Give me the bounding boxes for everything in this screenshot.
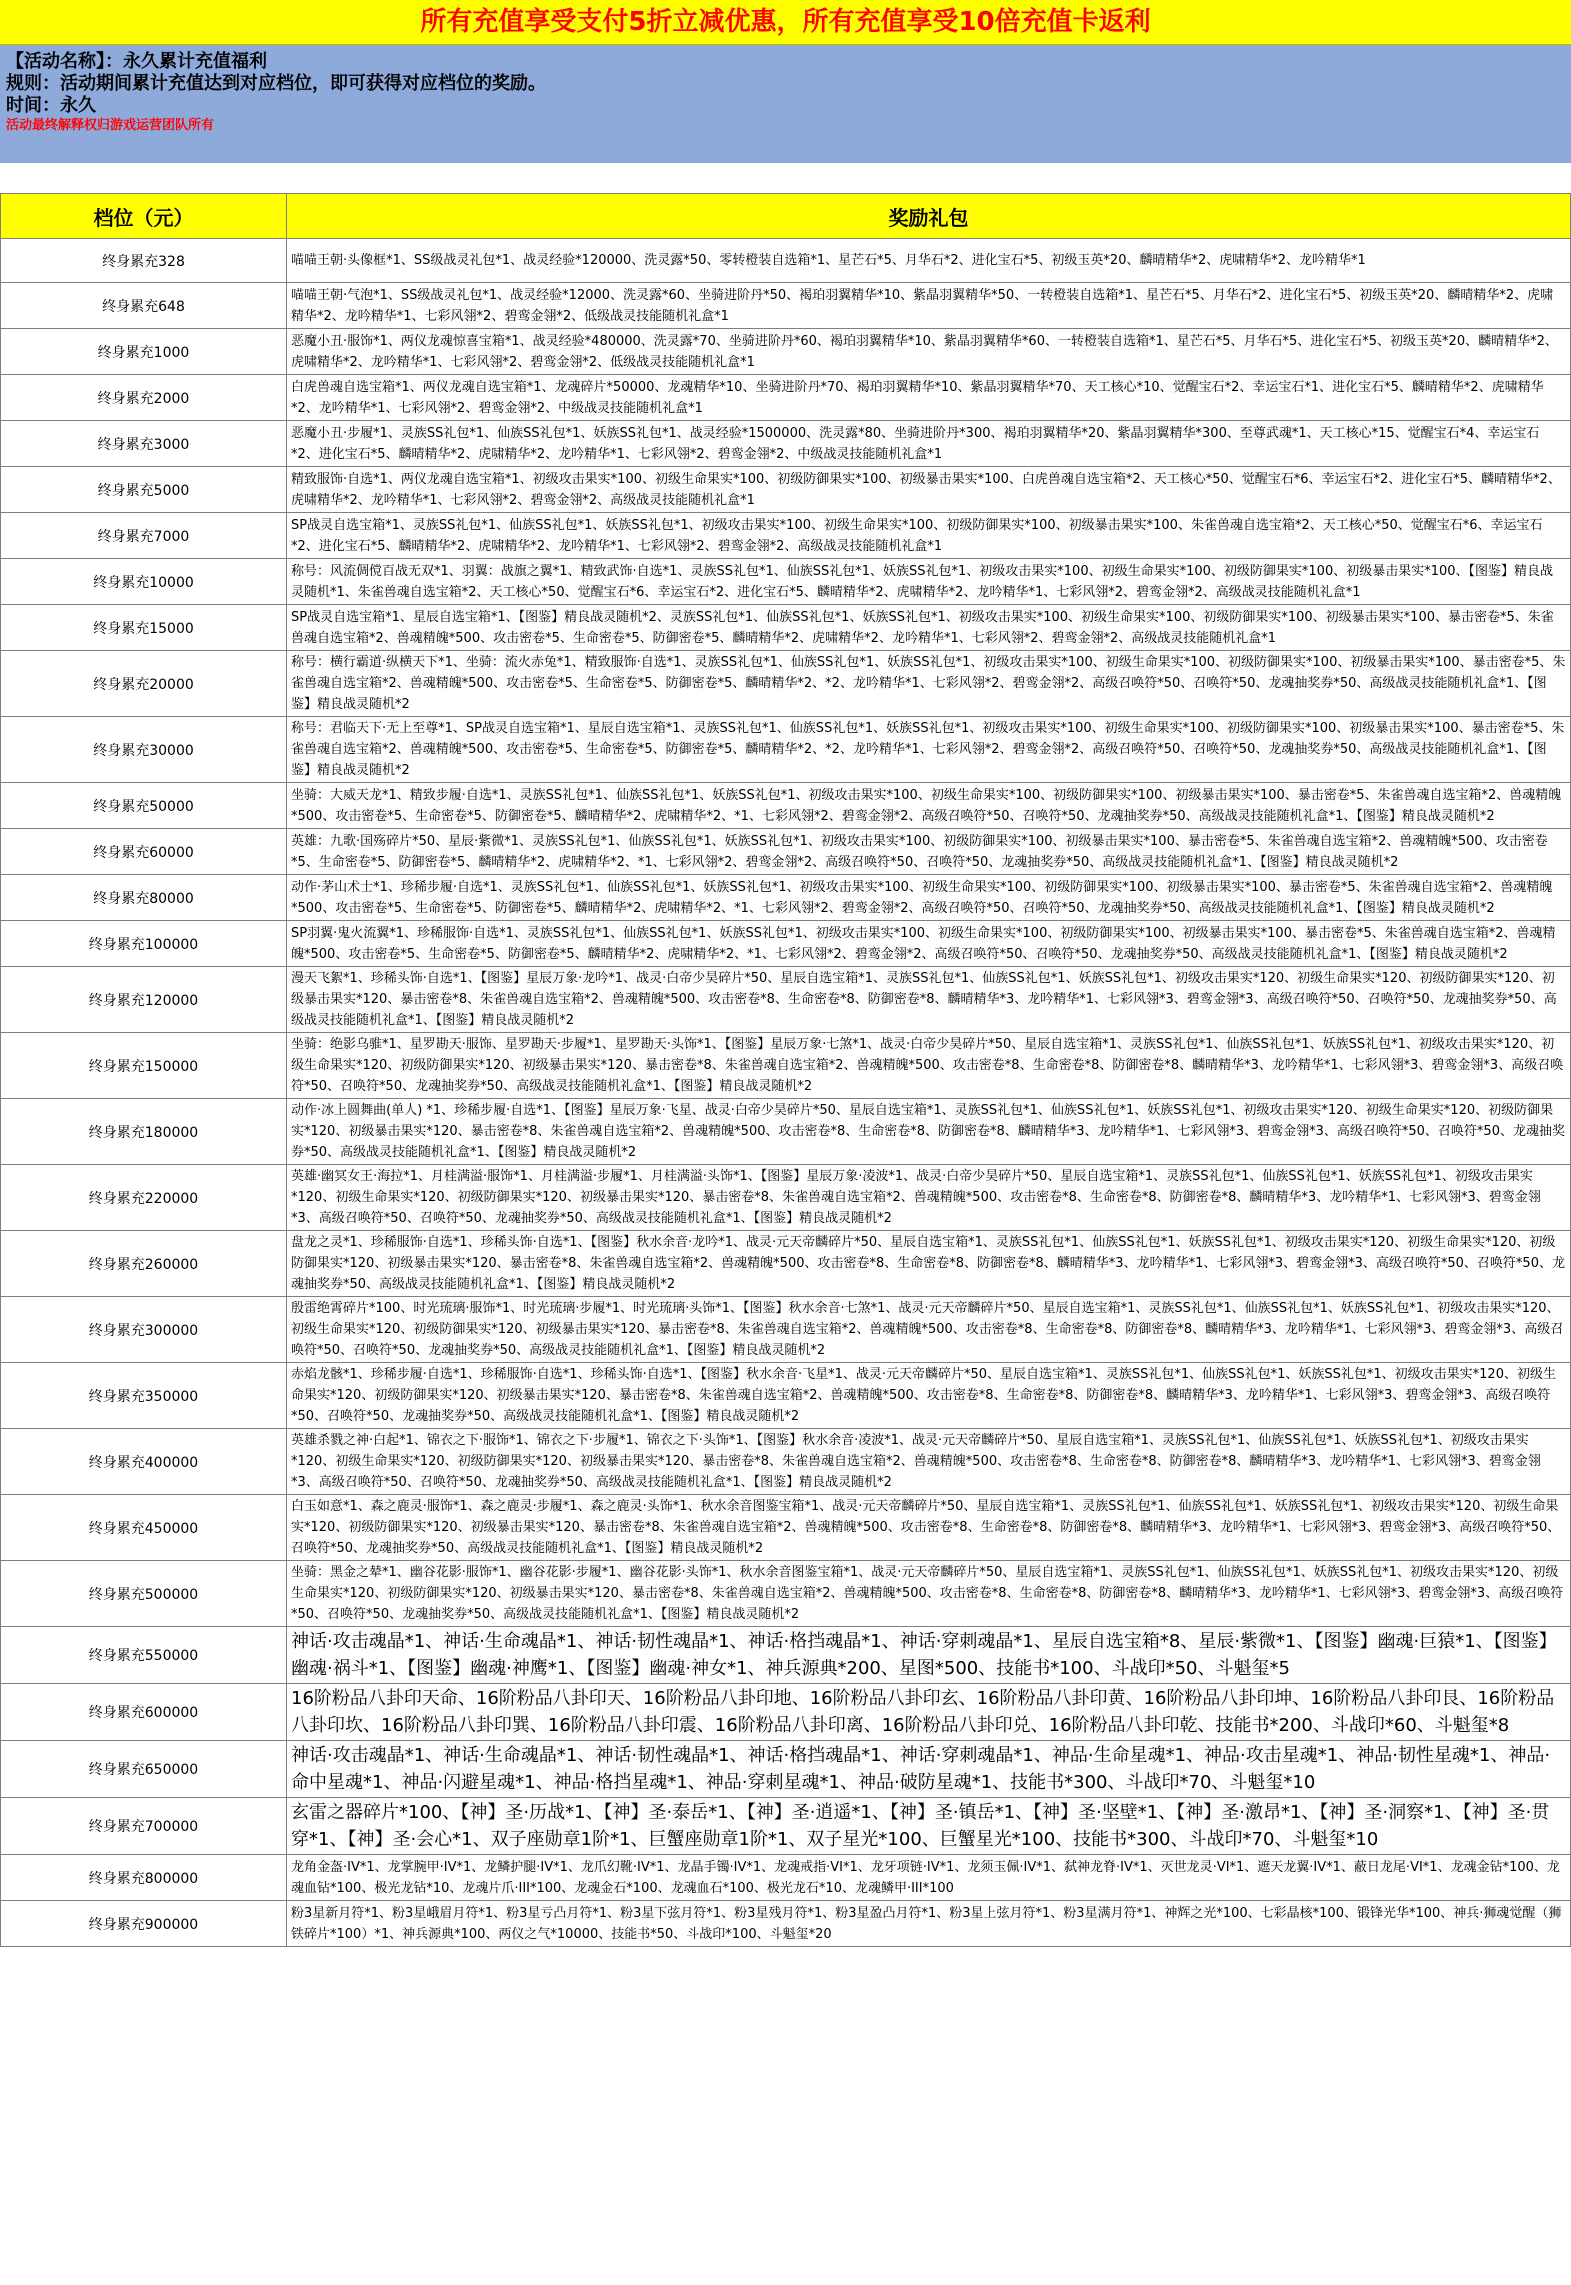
table-row	[1, 1099, 1571, 1165]
tier-cell: 终身累充260000	[1, 1231, 287, 1297]
tier-cell: 终身累充80000	[1, 875, 287, 921]
rewards-cell: 恶魔小丑·步履*1、灵族SS礼包*1、仙族SS礼包*1、妖族SS礼包*1、战灵经验*1500000、洗灵露*80、坐骑进阶丹*300、褐珀羽翼精华*20、紫晶羽翼精华*300、至尊武魂*1、天工核心*15、觉醒宝石*4、幸运宝石*2、进化宝石*5、麟晴精华*2、虎啸精华*2、龙吟精华*1、七彩风翎*2、碧鸾金翎*2、中级战灵技能随机礼盒*1	[287, 421, 1571, 467]
table-row	[1, 283, 1571, 329]
tier-cell: 终身累充5000	[1, 467, 287, 513]
tier-cell: 终身累充328	[1, 239, 287, 283]
table-row	[1, 967, 1571, 1033]
tier-cell: 终身累充450000	[1, 1495, 287, 1561]
table-row	[1, 717, 1571, 783]
reward-table	[0, 193, 1571, 1947]
tier-cell: 终身累充150000	[1, 1033, 287, 1099]
tier-cell: 终身累充3000	[1, 421, 287, 467]
rewards-cell: 16阶粉品八卦印天命、16阶粉品八卦印天、16阶粉品八卦印地、16阶粉品八卦印玄、16阶粉品八卦印黄、16阶粉品八卦印坤、16阶粉品八卦印艮、16阶粉品八卦印坎、16阶粉品八卦印巽、16阶粉品八卦印震、16阶粉品八卦印离、16阶粉品八卦印兑、16阶粉品八卦印乾、技能书*200、斗战印*60、斗魁玺*8	[287, 1684, 1571, 1741]
rewards-cell: 动作·冰上圆舞曲(单人) *1、珍稀步履·自选*1、【图鉴】星辰万象·飞星、战灵·白帝少昊碎片*50、星辰自选宝箱*1、灵族SS礼包*1、仙族SS礼包*1、妖族SS礼包*1、初级攻击果实*120、初级生命果实*120、初级防御果实*120、初级暴击果实*120、暴击密卷*8、朱雀兽魂自选宝箱*2、兽魂精魄*500、攻击密卷*8、生命密卷*8、防御密卷*8、麟晴精华*3、龙吟精华*1、七彩风翎*3、碧鸾金翎*3、高级召唤符*50、召唤符*50、龙魂抽奖券*50、高级战灵技能随机礼盒*1、【图鉴】精良战灵随机*2	[287, 1099, 1571, 1165]
rewards-cell: 坐骑：黑金之辇*1、幽谷花影·服饰*1、幽谷花影·步履*1、幽谷花影·头饰*1、秋水余音图鉴宝箱*1、战灵·元天帝麟碎片*50、星辰自选宝箱*1、灵族SS礼包*1、仙族SS礼包*1、妖族SS礼包*1、初级攻击果实*120、初级生命果实*120、初级防御果实*120、初级暴击果实*120、暴击密卷*8、朱雀兽魂自选宝箱*2、兽魂精魄*500、攻击密卷*8、生命密卷*8、防御密卷*8、麟晴精华*3、龙吟精华*1、七彩风翎*3、碧鸾金翎*3、高级召唤符*50、召唤符*50、龙魂抽奖券*50、高级战灵技能随机礼盒*1、【图鉴】精良战灵随机*2	[287, 1561, 1571, 1627]
table-row	[1, 1297, 1571, 1363]
table-row	[1, 651, 1571, 717]
table-row	[1, 1231, 1571, 1297]
tier-cell: 终身累充180000	[1, 1099, 287, 1165]
tier-cell: 终身累充900000	[1, 1901, 287, 1947]
rewards-cell: 殷雷绝霄碎片*100、时光琉璃·服饰*1、时光琉璃·步履*1、时光琉璃·头饰*1、【图鉴】秋水余音·七煞*1、战灵·元天帝麟碎片*50、星辰自选宝箱*1、灵族SS礼包*1、仙族SS礼包*1、妖族SS礼包*1、初级攻击果实*120、初级生命果实*120、初级防御果实*120、初级暴击果实*120、暴击密卷*8、朱雀兽魂自选宝箱*2、兽魂精魄*500、攻击密卷*8、生命密卷*8、防御密卷*8、麟晴精华*3、龙吟精华*1、七彩风翎*3、碧鸾金翎*3、高级召唤符*50、召唤符*50、龙魂抽奖券*50、高级战灵技能随机礼盒*1、【图鉴】精良战灵随机*2	[287, 1297, 1571, 1363]
table-row	[1, 513, 1571, 559]
rewards-cell: 白玉如意*1、森之鹿灵·服饰*1、森之鹿灵·步履*1、森之鹿灵·头饰*1、秋水余音图鉴宝箱*1、战灵·元天帝麟碎片*50、星辰自选宝箱*1、灵族SS礼包*1、仙族SS礼包*1、妖族SS礼包*1、初级攻击果实*120、初级生命果实*120、初级防御果实*120、初级暴击果实*120、暴击密卷*8、朱雀兽魂自选宝箱*2、兽魂精魄*500、攻击密卷*8、生命密卷*8、防御密卷*8、麟晴精华*3、龙吟精华*1、七彩风翎*3、碧鸾金翎*3、高级召唤符*50、召唤符*50、龙魂抽奖券*50、高级战灵技能随机礼盒*1、【图鉴】精良战灵随机*2	[287, 1495, 1571, 1561]
table-row	[1, 1363, 1571, 1429]
tier-cell: 终身累充700000	[1, 1798, 287, 1855]
spacer	[0, 163, 1571, 193]
event-name: 【活动名称】：永久累计充值福利	[6, 51, 267, 72]
event-rules: 规则：活动期间累计充值达到对应档位，即可获得对应档位的奖励。	[6, 73, 546, 94]
tier-cell: 终身累充550000	[1, 1627, 287, 1684]
table-row	[1, 1798, 1571, 1855]
tier-cell: 终身累充400000	[1, 1429, 287, 1495]
tier-cell: 终身累充800000	[1, 1855, 287, 1901]
rewards-cell: SP羽翼·鬼火流翼*1、珍稀服饰·自选*1、灵族SS礼包*1、仙族SS礼包*1、妖族SS礼包*1、初级攻击果实*100、初级生命果实*100、初级防御果实*100、初级暴击果实*100、暴击密卷*5、朱雀兽魂自选宝箱*2、兽魂精魄*500、攻击密卷*5、生命密卷*5、防御密卷*5、麟晴精华*2、虎啸精华*2、*1、七彩风翎*2、碧鸾金翎*2、高级召唤符*50、召唤符*50、龙魂抽奖券*50、高级战灵技能随机礼盒*1、【图鉴】精良战灵随机*2	[287, 921, 1571, 967]
table-row	[1, 559, 1571, 605]
table-row	[1, 605, 1571, 651]
rewards-cell: 恶魔小丑·服饰*1、两仪龙魂惊喜宝箱*1、战灵经验*480000、洗灵露*70、坐骑进阶丹*60、褐珀羽翼精华*10、紫晶羽翼精华*60、一转橙装自选箱*1、星芒石*5、月华石*5、进化宝石*5、初级玉英*20、麟晴精华*2、虎啸精华*2、龙吟精华*1、七彩风翎*2、碧鸾金翎*2、低级战灵技能随机礼盒*1	[287, 329, 1571, 375]
tier-cell: 终身累充60000	[1, 829, 287, 875]
tier-cell: 终身累充300000	[1, 1297, 287, 1363]
promo-banner: 所有充值享受支付5折立减优惠，所有充值享受10倍充值卡返利	[0, 0, 1571, 45]
table-row	[1, 1033, 1571, 1099]
table-header-row	[1, 194, 1571, 239]
rewards-cell: SP战灵自选宝箱*1、星辰自选宝箱*1、【图鉴】精良战灵随机*2、灵族SS礼包*1、仙族SS礼包*1、妖族SS礼包*1、初级攻击果实*100、初级生命果实*100、初级防御果实*100、初级暴击果实*100、暴击密卷*5、朱雀兽魂自选宝箱*2、兽魂精魄*500、攻击密卷*5、生命密卷*5、防御密卷*5、麟晴精华*2、虎啸精华*2、龙吟精华*1、七彩风翎*2、碧鸾金翎*2、高级战灵技能随机礼盒*1	[287, 605, 1571, 651]
rewards-cell: 白虎兽魂自选宝箱*1、两仪龙魂自选宝箱*1、龙魂碎片*50000、龙魂精华*10、坐骑进阶丹*70、褐珀羽翼精华*10、紫晶羽翼精华*70、天工核心*10、觉醒宝石*2、幸运宝石*1、进化宝石*5、麟晴精华*2、虎啸精华*2、龙吟精华*1、七彩风翎*2、碧鸾金翎*2、中级战灵技能随机礼盒*1	[287, 375, 1571, 421]
table-row	[1, 1627, 1571, 1684]
rewards-cell: SP战灵自选宝箱*1、灵族SS礼包*1、仙族SS礼包*1、妖族SS礼包*1、初级攻击果实*100、初级生命果实*100、初级防御果实*100、初级暴击果实*100、朱雀兽魂自选宝箱*2、天工核心*50、觉醒宝石*6、幸运宝石*2、进化宝石*5、麟晴精华*2、虎啸精华*2、龙吟精华*1、七彩风翎*2、碧鸾金翎*2、高级战灵技能随机礼盒*1	[287, 513, 1571, 559]
tier-cell: 终身累充50000	[1, 783, 287, 829]
rewards-cell: 称号：横行霸道·纵横天下*1、坐骑：流火赤兔*1、精致服饰·自选*1、灵族SS礼包*1、仙族SS礼包*1、妖族SS礼包*1、初级攻击果实*100、初级生命果实*100、初级防御果实*100、初级暴击果实*100、暴击密卷*5、朱雀兽魂自选宝箱*2、兽魂精魄*500、攻击密卷*5、生命密卷*5、防御密卷*5、麟晴精华*2、*2、龙吟精华*1、七彩风翎*2、碧鸾金翎*2、高级召唤符*50、召唤符*50、龙魂抽奖券*50、高级战灵技能随机礼盒*1、【图鉴】精良战灵随机*2	[287, 651, 1571, 717]
table-row	[1, 875, 1571, 921]
event-info-panel	[0, 45, 1571, 163]
rewards-cell: 动作·茅山术士*1、珍稀步履·自选*1、灵族SS礼包*1、仙族SS礼包*1、妖族SS礼包*1、初级攻击果实*100、初级生命果实*100、初级防御果实*100、初级暴击果实*100、暴击密卷*5、朱雀兽魂自选宝箱*2、兽魂精魄*500、攻击密卷*5、生命密卷*5、防御密卷*5、麟晴精华*2、虎啸精华*2、*1、七彩风翎*2、碧鸾金翎*2、高级召唤符*50、召唤符*50、龙魂抽奖券*50、高级战灵技能随机礼盒*1、【图鉴】精良战灵随机*2	[287, 875, 1571, 921]
rewards-cell: 英雄杀戮之神·白起*1、锦衣之下·服饰*1、锦衣之下·步履*1、锦衣之下·头饰*1、【图鉴】秋水余音·凌波*1、战灵·元天帝麟碎片*50、星辰自选宝箱*1、灵族SS礼包*1、仙族SS礼包*1、妖族SS礼包*1、初级攻击果实*120、初级生命果实*120、初级防御果实*120、初级暴击果实*120、暴击密卷*8、朱雀兽魂自选宝箱*2、兽魂精魄*500、攻击密卷*8、生命密卷*8、防御密卷*8、麟晴精华*3、龙吟精华*1、七彩风翎*3、碧鸾金翎*3、高级召唤符*50、召唤符*50、龙魂抽奖券*50、高级战灵技能随机礼盒*1、【图鉴】精良战灵随机*2	[287, 1429, 1571, 1495]
rewards-cell: 称号：君临天下·无上至尊*1、SP战灵自选宝箱*1、星辰自选宝箱*1、灵族SS礼包*1、仙族SS礼包*1、妖族SS礼包*1、初级攻击果实*100、初级生命果实*100、初级防御果实*100、初级暴击果实*100、暴击密卷*5、朱雀兽魂自选宝箱*2、兽魂精魄*500、攻击密卷*5、生命密卷*5、防御密卷*5、麟晴精华*2、*2、龙吟精华*1、七彩风翎*2、碧鸾金翎*2、高级召唤符*50、召唤符*50、龙魂抽奖券*50、高级战灵技能随机礼盒*1、【图鉴】精良战灵随机*2	[287, 717, 1571, 783]
table-row	[1, 1901, 1571, 1947]
rewards-cell: 龙角金盔·IV*1、龙掌腕甲·IV*1、龙鳞护腿·IV*1、龙爪幻靴·IV*1、龙晶手镯·IV*1、龙魂戒指·VI*1、龙牙项链·IV*1、龙须玉佩·IV*1、弑神龙脊·IV*1、灭世龙灵·VI*1、遮天龙翼·IV*1、蔽日龙尾·VI*1、龙魂金钻*100、龙魂血钻*100、极光龙钻*10、龙魂片爪·III*100、龙魂金石*100、龙魂血石*100、极光龙石*10、龙魂鳞甲·III*100	[287, 1855, 1571, 1901]
rewards-cell: 神话·攻击魂晶*1、神话·生命魂晶*1、神话·韧性魂晶*1、神话·格挡魂晶*1、神话·穿刺魂晶*1、神品·生命星魂*1、神品·攻击星魂*1、神品·韧性星魂*1、神品·命中星魂*1、神品·闪避星魂*1、神品·格挡星魂*1、神品·穿刺星魂*1、神品·破防星魂*1、技能书*300、斗战印*70、斗魁玺*10	[287, 1741, 1571, 1798]
tier-cell: 终身累充600000	[1, 1684, 287, 1741]
tier-cell: 终身累充648	[1, 283, 287, 329]
tier-cell: 终身累充20000	[1, 651, 287, 717]
rewards-cell: 英雄：九歌·国殇碎片*50、星辰·紫微*1、灵族SS礼包*1、仙族SS礼包*1、妖族SS礼包*1、初级攻击果实*100、初级防御果实*100、初级暴击果实*100、暴击密卷*5、朱雀兽魂自选宝箱*2、兽魂精魄*500、攻击密卷*5、生命密卷*5、防御密卷*5、麟晴精华*2、虎啸精华*2、*1、七彩风翎*2、碧鸾金翎*2、高级召唤符*50、召唤符*50、龙魂抽奖券*50、高级战灵技能随机礼盒*1、【图鉴】精良战灵随机*2	[287, 829, 1571, 875]
tier-cell: 终身累充650000	[1, 1741, 287, 1798]
tier-cell: 终身累充100000	[1, 921, 287, 967]
table-row	[1, 1561, 1571, 1627]
table-body	[1, 239, 1571, 1947]
rewards-cell: 漫天飞絮*1、珍稀头饰·自选*1、【图鉴】星辰万象·龙吟*1、战灵·白帝少昊碎片*50、星辰自选宝箱*1、灵族SS礼包*1、仙族SS礼包*1、妖族SS礼包*1、初级攻击果实*120、初级生命果实*120、初级防御果实*120、初级暴击果实*120、暴击密卷*8、朱雀兽魂自选宝箱*2、兽魂精魄*500、攻击密卷*8、生命密卷*8、防御密卷*8、麟晴精华*3、龙吟精华*1、七彩风翎*3、碧鸾金翎*3、高级召唤符*50、召唤符*50、龙魂抽奖券*50、高级战灵技能随机礼盒*1、【图鉴】精良战灵随机*2	[287, 967, 1571, 1033]
rewards-cell: 盘龙之灵*1、珍稀服饰·自选*1、珍稀头饰·自选*1、【图鉴】秋水余音·龙吟*1、战灵·元天帝麟碎片*50、星辰自选宝箱*1、灵族SS礼包*1、仙族SS礼包*1、妖族SS礼包*1、初级攻击果实*120、初级生命果实*120、初级防御果实*120、初级暴击果实*120、暴击密卷*8、朱雀兽魂自选宝箱*2、兽魂精魄*500、攻击密卷*8、生命密卷*8、防御密卷*8、麟晴精华*3、龙吟精华*1、七彩风翎*3、碧鸾金翎*3、高级召唤符*50、召唤符*50、龙魂抽奖券*50、高级战灵技能随机礼盒*1、【图鉴】精良战灵随机*2	[287, 1231, 1571, 1297]
table-row	[1, 239, 1571, 283]
tier-cell: 终身累充500000	[1, 1561, 287, 1627]
table-row	[1, 375, 1571, 421]
event-disclaimer: 活动最终解释权归游戏运营团队所有	[6, 118, 215, 133]
rewards-cell: 称号：风流倜傥百战无双*1、羽翼：战旗之翼*1、精致武饰·自选*1、灵族SS礼包*1、仙族SS礼包*1、妖族SS礼包*1、初级攻击果实*100、初级生命果实*100、初级防御果实*100、初级暴击果实*100、【图鉴】精良战灵随机*1、朱雀兽魂自选宝箱*2、天工核心*50、觉醒宝石*6、幸运宝石*2、进化宝石*5、麟晴精华*2、虎啸精华*2、龙吟精华*1、七彩风翎*2、碧鸾金翎*2、高级战灵技能随机礼盒*1	[287, 559, 1571, 605]
rewards-cell: 坐骑：大威天龙*1、精致步履·自选*1、灵族SS礼包*1、仙族SS礼包*1、妖族SS礼包*1、初级攻击果实*100、初级生命果实*100、初级防御果实*100、初级暴击果实*100、暴击密卷*5、朱雀兽魂自选宝箱*2、兽魂精魄*500、攻击密卷*5、生命密卷*5、防御密卷*5、麟晴精华*2、虎啸精华*2、*1、七彩风翎*2、碧鸾金翎*2、高级召唤符*50、召唤符*50、龙魂抽奖券*50、高级战灵技能随机礼盒*1、【图鉴】精良战灵随机*2	[287, 783, 1571, 829]
tier-cell: 终身累充220000	[1, 1165, 287, 1231]
table-row	[1, 421, 1571, 467]
table-row	[1, 921, 1571, 967]
rewards-cell: 赤焰龙骸*1、珍稀步履·自选*1、珍稀服饰·自选*1、珍稀头饰·自选*1、【图鉴】秋水余音·飞星*1、战灵·元天帝麟碎片*50、星辰自选宝箱*1、灵族SS礼包*1、仙族SS礼包*1、妖族SS礼包*1、初级攻击果实*120、初级生命果实*120、初级防御果实*120、初级暴击果实*120、暴击密卷*8、朱雀兽魂自选宝箱*2、兽魂精魄*500、攻击密卷*8、生命密卷*8、防御密卷*8、麟晴精华*3、龙吟精华*1、七彩风翎*3、碧鸾金翎*3、高级召唤符*50、召唤符*50、龙魂抽奖券*50、高级战灵技能随机礼盒*1、【图鉴】精良战灵随机*2	[287, 1363, 1571, 1429]
rewards-cell: 精致服饰·自选*1、两仪龙魂自选宝箱*1、初级攻击果实*100、初级生命果实*100、初级防御果实*100、初级暴击果实*100、白虎兽魂自选宝箱*2、天工核心*50、觉醒宝石*6、幸运宝石*2、进化宝石*5、麟晴精华*2、虎啸精华*2、龙吟精华*1、七彩风翎*2、碧鸾金翎*2、高级战灵技能随机礼盒*1	[287, 467, 1571, 513]
tier-cell: 终身累充7000	[1, 513, 287, 559]
table-row	[1, 1855, 1571, 1901]
tier-cell: 终身累充15000	[1, 605, 287, 651]
event-time: 时间：永久	[6, 95, 96, 116]
tier-cell: 终身累充10000	[1, 559, 287, 605]
table-row	[1, 329, 1571, 375]
tier-cell: 终身累充120000	[1, 967, 287, 1033]
table-row	[1, 829, 1571, 875]
table-row	[1, 1684, 1571, 1741]
tier-cell: 终身累充2000	[1, 375, 287, 421]
rewards-cell: 神话·攻击魂晶*1、神话·生命魂晶*1、神话·韧性魂晶*1、神话·格挡魂晶*1、神话·穿刺魂晶*1、星辰自选宝箱*8、星辰·紫微*1、【图鉴】幽魂·巨猿*1、【图鉴】幽魂·祸斗*1、【图鉴】幽魂·神鹰*1、【图鉴】幽魂·神女*1、神兵源典*200、星图*500、技能书*100、斗战印*50、斗魁玺*5	[287, 1627, 1571, 1684]
rewards-cell: 喵喵王朝·头像框*1、SS级战灵礼包*1、战灵经验*120000、洗灵露*50、零转橙装自选箱*1、星芒石*5、月华石*2、进化宝石*5、初级玉英*20、麟晴精华*2、虎啸精华*2、龙吟精华*1	[287, 239, 1571, 283]
tier-cell: 终身累充350000	[1, 1363, 287, 1429]
table-row	[1, 1495, 1571, 1561]
header-rewards: 奖励礼包	[287, 194, 1571, 239]
rewards-cell: 喵喵王朝·气泡*1、SS级战灵礼包*1、战灵经验*12000、洗灵露*60、坐骑进阶丹*50、褐珀羽翼精华*10、紫晶羽翼精华*50、一转橙装自选箱*1、星芒石*5、月华石*2、进化宝石*5、初级玉英*20、麟晴精华*2、虎啸精华*2、龙吟精华*1、七彩风翎*2、碧鸾金翎*2、低级战灵技能随机礼盒*1	[287, 283, 1571, 329]
table-row	[1, 1429, 1571, 1495]
table-row	[1, 467, 1571, 513]
rewards-cell: 英雄·幽冥女王·海拉*1、月桂满溢·服饰*1、月桂满溢·步履*1、月桂满溢·头饰*1、【图鉴】星辰万象·凌波*1、战灵·白帝少昊碎片*50、星辰自选宝箱*1、灵族SS礼包*1、仙族SS礼包*1、妖族SS礼包*1、初级攻击果实*120、初级生命果实*120、初级防御果实*120、初级暴击果实*120、暴击密卷*8、朱雀兽魂自选宝箱*2、兽魂精魄*500、攻击密卷*8、生命密卷*8、防御密卷*8、麟晴精华*3、龙吟精华*1、七彩风翎*3、碧鸾金翎*3、高级召唤符*50、召唤符*50、龙魂抽奖券*50、高级战灵技能随机礼盒*1、【图鉴】精良战灵随机*2	[287, 1165, 1571, 1231]
table-row	[1, 783, 1571, 829]
tier-cell: 终身累充1000	[1, 329, 287, 375]
rewards-cell: 粉3星新月符*1、粉3星峨眉月符*1、粉3星亏凸月符*1、粉3星下弦月符*1、粉3星残月符*1、粉3星盈凸月符*1、粉3星上弦月符*1、粉3星满月符*1、神辉之光*100、七彩晶核*100、锻锋光华*100、神兵·狮魂觉醒（狮铁碎片*100）*1、神兵源典*100、两仪之气*10000、技能书*50、斗战印*100、斗魁玺*20	[287, 1901, 1571, 1947]
table-row	[1, 1741, 1571, 1798]
header-tier: 档位（元）	[1, 194, 287, 239]
rewards-cell: 玄雷之器碎片*100、【神】圣·历战*1、【神】圣·泰岳*1、【神】圣·逍遥*1、【神】圣·镇岳*1、【神】圣·坚壁*1、【神】圣·激昂*1、【神】圣·洞察*1、【神】圣·贯穿*1、【神】圣·会心*1、双子座勋章1阶*1、巨蟹座勋章1阶*1、双子星光*100、巨蟹星光*100、技能书*300、斗战印*70、斗魁玺*10	[287, 1798, 1571, 1855]
table-row	[1, 1165, 1571, 1231]
rewards-cell: 坐骑：绝影乌骓*1、星罗勘天·服饰、星罗勘天·步履*1、星罗勘天·头饰*1、【图鉴】星辰万象·七煞*1、战灵·白帝少昊碎片*50、星辰自选宝箱*1、灵族SS礼包*1、仙族SS礼包*1、妖族SS礼包*1、初级攻击果实*120、初级生命果实*120、初级防御果实*120、初级暴击果实*120、暴击密卷*8、朱雀兽魂自选宝箱*2、兽魂精魄*500、攻击密卷*8、生命密卷*8、防御密卷*8、麟晴精华*3、龙吟精华*1、七彩风翎*3、碧鸾金翎*3、高级召唤符*50、召唤符*50、龙魂抽奖券*50、高级战灵技能随机礼盒*1、【图鉴】精良战灵随机*2	[287, 1033, 1571, 1099]
tier-cell: 终身累充30000	[1, 717, 287, 783]
